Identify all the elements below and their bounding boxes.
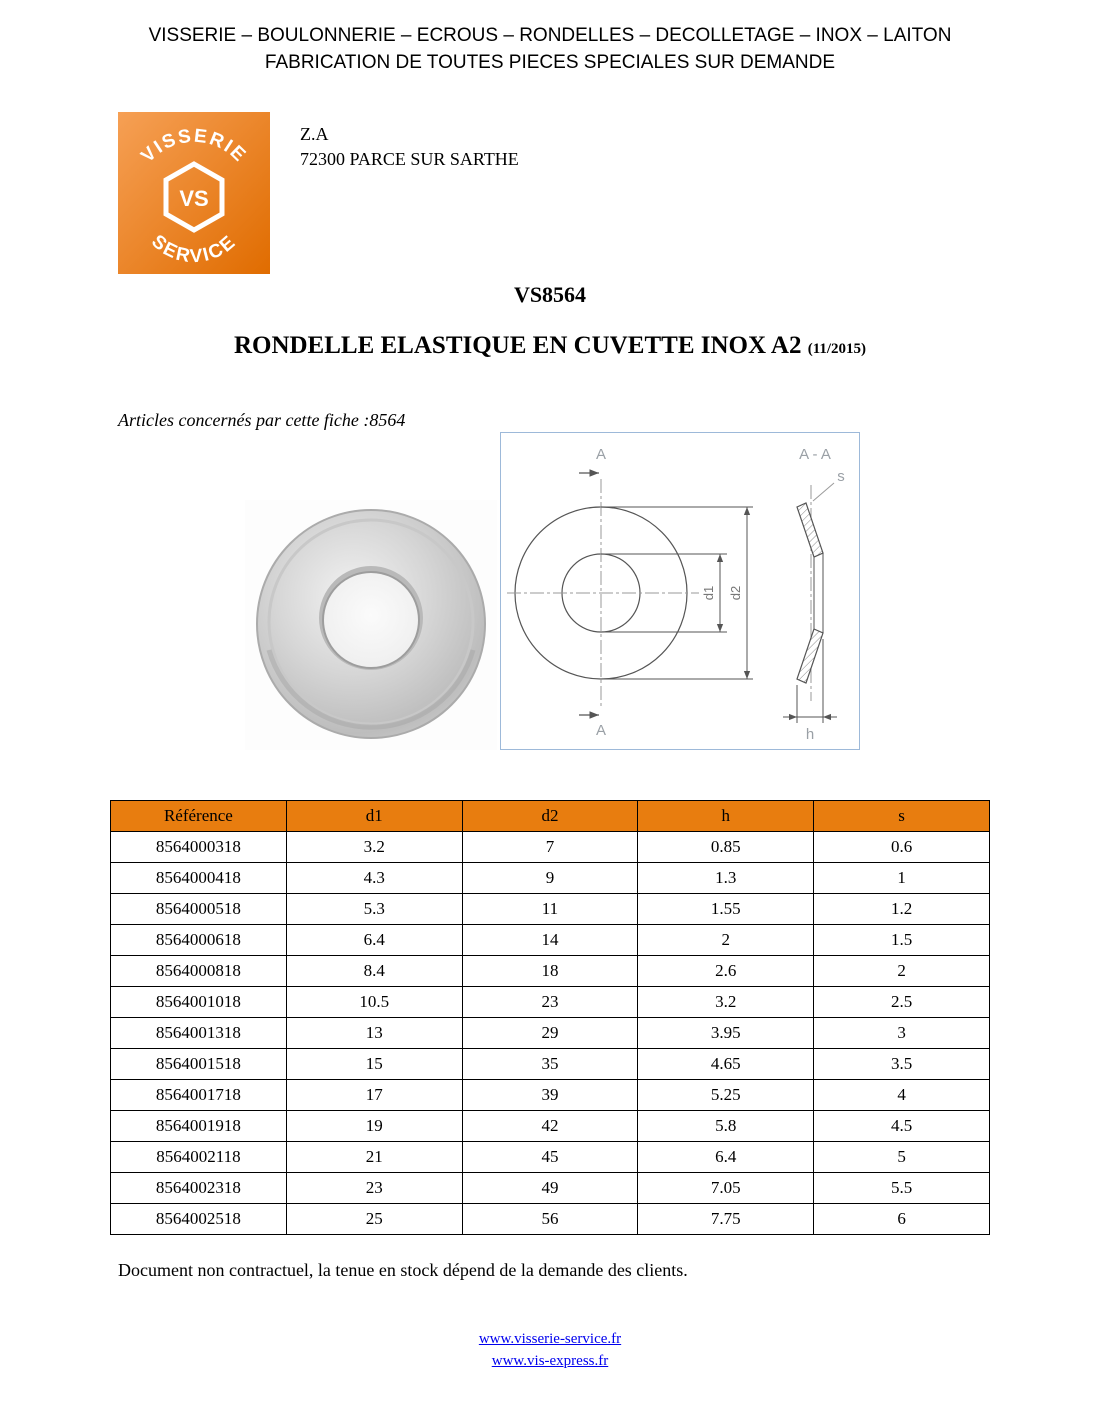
table-row — [111, 925, 990, 956]
table-cell: 5.25 — [638, 1080, 814, 1111]
table-cell: 8564001918 — [111, 1111, 287, 1142]
table-cell: 13 — [286, 1018, 462, 1049]
dim-d2-label: d2 — [728, 585, 743, 601]
address-line-2: 72300 PARCE SUR SARTHE — [300, 149, 519, 169]
table-cell: 8.4 — [286, 956, 462, 987]
table-cell: 5 — [814, 1142, 990, 1173]
section-profile — [797, 503, 823, 683]
section-label-bottom: A — [595, 722, 607, 739]
table-cell: 11 — [462, 894, 638, 925]
table-cell: 8564000818 — [111, 956, 287, 987]
table-cell: 8564001318 — [111, 1018, 287, 1049]
revision-label: (11/2015) — [807, 341, 867, 357]
washer-photo-image — [245, 500, 497, 750]
table-cell: 8564001718 — [111, 1080, 287, 1111]
table-header-cell: d1 — [286, 801, 462, 832]
table-row — [111, 863, 990, 894]
table-cell: 7 — [462, 832, 638, 863]
table-cell: 2.5 — [814, 987, 990, 1018]
table-cell: 1 — [814, 863, 990, 894]
title-text: RONDELLE ELASTIQUE EN CUVETTE INOX A2 — [233, 332, 802, 359]
spec-table — [110, 800, 990, 1235]
table-cell: 56 — [462, 1204, 638, 1235]
address-line-1: Z.A — [300, 124, 329, 144]
table-cell: 6 — [814, 1204, 990, 1235]
table-cell: 5.8 — [638, 1111, 814, 1142]
company-logo — [118, 112, 270, 274]
table-cell: 17 — [286, 1080, 462, 1111]
table-cell: 2 — [814, 956, 990, 987]
table-cell: 19 — [286, 1111, 462, 1142]
table-cell: 1.3 — [638, 863, 814, 894]
technical-drawing-image — [501, 433, 859, 749]
table-row — [111, 1142, 990, 1173]
table-row — [111, 987, 990, 1018]
document-header — [0, 22, 1100, 76]
table-cell: 2 — [638, 925, 814, 956]
table-row — [111, 832, 990, 863]
product-photo — [245, 500, 497, 750]
table-cell: 8564002318 — [111, 1173, 287, 1204]
table-row — [111, 1204, 990, 1235]
table-header-cell: h — [638, 801, 814, 832]
table-row — [111, 956, 990, 987]
table-cell: 0.6 — [814, 832, 990, 863]
table-row — [111, 1080, 990, 1111]
table-cell: 42 — [462, 1111, 638, 1142]
table-cell: 1.5 — [814, 925, 990, 956]
table-cell: 10.5 — [286, 987, 462, 1018]
section-view-label: A - A — [799, 446, 831, 463]
table-cell: 7.75 — [638, 1204, 814, 1235]
section-label-top: A — [595, 446, 607, 463]
table-row — [111, 894, 990, 925]
table-cell: 29 — [462, 1018, 638, 1049]
table-cell: 4.5 — [814, 1111, 990, 1142]
footer-link[interactable]: www.vis-express.fr — [491, 1353, 609, 1369]
table-cell: 7.05 — [638, 1173, 814, 1204]
table-cell: 8564002118 — [111, 1142, 287, 1173]
table-cell: 4 — [814, 1080, 990, 1111]
disclaimer-text: Document non contractuel, la tenue en stock dépend de la demande des clients. — [118, 1260, 688, 1280]
header-line-1: VISSERIE – BOULONNERIE – ECROUS – RONDELLES – DECOLLETAGE – INOX – LAITON — [148, 25, 952, 46]
table-cell: 45 — [462, 1142, 638, 1173]
table-cell: 3.2 — [286, 832, 462, 863]
table-cell: 35 — [462, 1049, 638, 1080]
table-cell: 8564000418 — [111, 863, 287, 894]
company-address — [300, 122, 519, 172]
logo-text-bottom: SERVICE — [147, 231, 241, 268]
table-cell: 21 — [286, 1142, 462, 1173]
table-header-cell: s — [814, 801, 990, 832]
logo-text-top: VISSERIE — [137, 125, 251, 168]
logo-monogram: VS — [179, 186, 209, 211]
table-cell: 5.5 — [814, 1173, 990, 1204]
table-row — [111, 1173, 990, 1204]
header-line-2: FABRICATION DE TOUTES PIECES SPECIALES SUR DEMANDE — [264, 52, 836, 73]
table-cell: 18 — [462, 956, 638, 987]
table-cell: 14 — [462, 925, 638, 956]
spec-table-header-row — [111, 801, 990, 832]
table-cell: 15 — [286, 1049, 462, 1080]
table-cell: 8564000318 — [111, 832, 287, 863]
table-row — [111, 1018, 990, 1049]
table-cell: 49 — [462, 1173, 638, 1204]
table-cell: 8564000518 — [111, 894, 287, 925]
table-cell: 8564002518 — [111, 1204, 287, 1235]
technical-drawing — [500, 432, 860, 750]
table-cell: 8564001018 — [111, 987, 287, 1018]
table-cell: 5.3 — [286, 894, 462, 925]
table-cell: 25 — [286, 1204, 462, 1235]
table-cell: 4.3 — [286, 863, 462, 894]
table-cell: 3.5 — [814, 1049, 990, 1080]
articles-note: Articles concernés par cette fiche :8564 — [118, 410, 406, 430]
table-row — [111, 1111, 990, 1142]
dim-h-label: h — [805, 726, 815, 743]
table-cell: 4.65 — [638, 1049, 814, 1080]
table-cell: 1.55 — [638, 894, 814, 925]
table-header-cell: d2 — [462, 801, 638, 832]
table-cell: 23 — [462, 987, 638, 1018]
table-cell: 0.85 — [638, 832, 814, 863]
table-cell: 8564000618 — [111, 925, 287, 956]
table-header-cell: Référence — [111, 801, 287, 832]
dim-d1-label: d1 — [701, 585, 716, 601]
table-cell: 9 — [462, 863, 638, 894]
table-cell: 6.4 — [638, 1142, 814, 1173]
dim-s-label: s — [837, 468, 845, 485]
table-cell: 3.95 — [638, 1018, 814, 1049]
table-cell: 2.6 — [638, 956, 814, 987]
table-cell: 1.2 — [814, 894, 990, 925]
table-cell: 6.4 — [286, 925, 462, 956]
document-code: VS8564 — [513, 282, 587, 307]
footer-links — [0, 1328, 1100, 1372]
company-logo-image — [118, 112, 270, 274]
table-cell: 23 — [286, 1173, 462, 1204]
table-row — [111, 1049, 990, 1080]
footer-link[interactable]: www.visserie-service.fr — [478, 1331, 622, 1347]
table-cell: 39 — [462, 1080, 638, 1111]
table-cell: 3.2 — [638, 987, 814, 1018]
spec-table-body — [111, 832, 990, 1235]
table-cell: 8564001518 — [111, 1049, 287, 1080]
table-cell: 3 — [814, 1018, 990, 1049]
document-title — [0, 332, 1100, 360]
